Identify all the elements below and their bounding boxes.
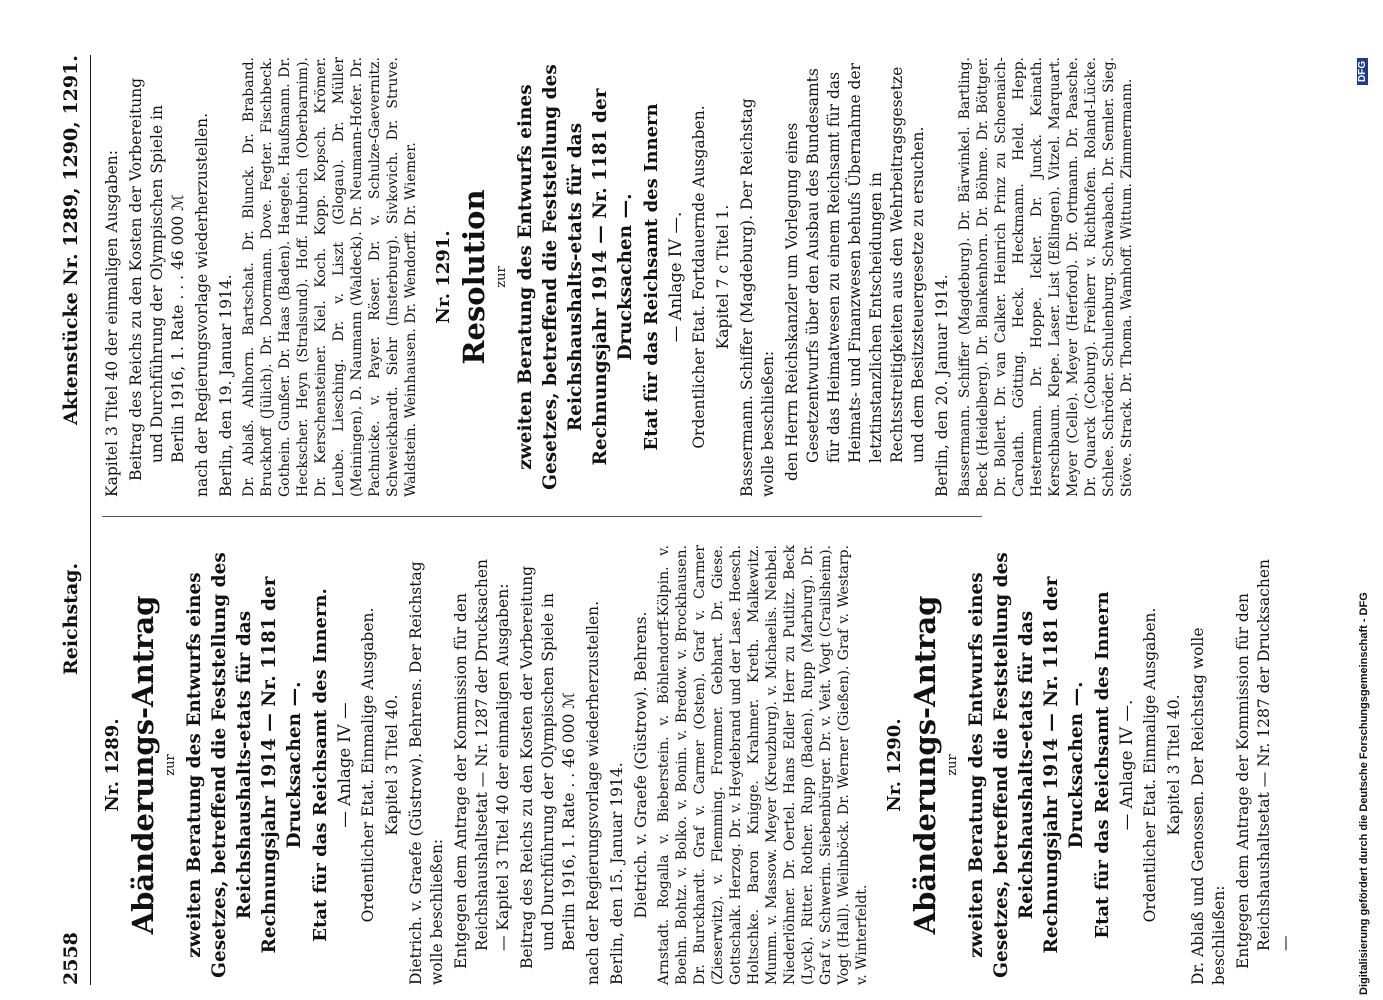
- digitization-notice: [1355, 5, 1377, 995]
- motion-intro: Bassermann. Schiffer (Magdeburg). Der Reichstag wolle beschließen:: [738, 98, 777, 497]
- document-1290: [884, 545, 1296, 985]
- kapitel: Kapitel 3 Titel 40.: [383, 694, 401, 836]
- motion-continuation: Kapitel 3 Titel 40 der einmaligen Ausgaben:: [103, 149, 121, 497]
- doc-zur: zur: [945, 754, 960, 776]
- doc-date: Berlin, den 20. Januar 1914.: [933, 274, 951, 497]
- motion-intro: Dr. Ablaß und Genossen. Der Reichstag wolle beschließen:: [1189, 627, 1228, 985]
- doc-date: Berlin, den 15. Januar 1914.: [608, 762, 626, 985]
- document-1289: [102, 545, 871, 985]
- doc-subject: zweiten Beratung des Entwurfs eines Gesetzes, betreffend die Feststellung des Reichshaushalts-etats für das Rechnungsjahr 1914 — Nr. 1181 der Drucksachen —.: [184, 552, 305, 978]
- motion-intro: Dietrich. v. Graefe (Güstrow). Behrens. Der Reichstag wolle beschließen:: [407, 561, 446, 985]
- page-number: 2558: [60, 932, 82, 985]
- doc-heading: Resolution: [457, 189, 491, 365]
- anlage: — Anlage IV —.: [1117, 699, 1136, 831]
- dfg-logo: DFG: [1357, 58, 1368, 85]
- ausgaben: Ordentlicher Etat. Einmalige Ausgaben.: [359, 607, 377, 923]
- page-header: [50, 55, 91, 985]
- digitization-text: Digitalisierung gefördert durch die Deutsche Forschungsgemeinschaft - DFG: [1358, 592, 1370, 995]
- doc-date: Berlin, den 19. Januar 1914.: [217, 274, 235, 497]
- column-divider: [102, 516, 982, 517]
- doc-subject: zweiten Beratung des Entwurfs eines Gesetzes, betreffend die Feststellung des Reichshaushalts-etats für das Rechnungsjahr 1914 — Nr. 1181 der Drucksachen —.: [966, 552, 1087, 978]
- cosigners: Bassermann. Schiffer (Magdeburg). Dr. Bärwinkel. Bartling. Beck (Heidelberg). Dr. Blankenhorn. Dr. Böhme. Dr. Böttger. Dr. Bollert. Dr. van Calker. Heinrich Prinz zu Schoenaich-Carolath. Götting. Heck. Heckmann. Held. Hepp. Hestermann. Dr. Hoppe. Ickler. Dr. Junck. Keinath. Kerschbaum. Klepe. Laser. List (Eßlingen). Vitzel. Marquart. Meyer (Celle). Meyer (Herford). Dr. Ortmann. Dr. Paasche. Dr. Quarck (Coburg). Freiherr v. Richthofen. Roland-Lücke. Schlee. Schröder. Schulenburg. Schwabach. Dr. Semler. Sieg. Stöve. Strack. Dr. Thoma. Wamhoff. Wittum. Zimmermann.: [957, 57, 1135, 497]
- motion-text: Entgegen dem Antrage der Kommission für den Reichshaushaltsetat — Nr. 1287 der Drucksachen —: [1234, 558, 1294, 969]
- etat-title: Etat für das Reichsamt des Innern: [1092, 591, 1113, 939]
- budget-item: Beitrag des Reichs zu den Kosten der Vorbereitung und Durchführung der Olympischen Spiele in Berlin 1916, 1. Rate . . . 46 000 ℳ: [127, 77, 187, 481]
- header-title: Reichstag.: [60, 562, 82, 675]
- motion-closing: nach der Regierungsvorlage wiederherzustellen.: [584, 600, 602, 985]
- doc-heading: Abänderungs-Antrag: [908, 595, 942, 935]
- budget-item: Beitrag des Reichs zu den Kosten der Vorbereitung und Durchführung der Olympischen Spiele in Berlin 1916, 1. Rate . . 46 000 ℳ: [518, 565, 578, 969]
- anlage: — Anlage IV —.: [666, 211, 685, 343]
- etat-title: Etat für das Reichsamt des Innern: [641, 103, 662, 451]
- header-subtitle: Aktenstücke Nr. 1289, 1290, 1291.: [60, 55, 82, 425]
- kapitel: Kapitel 3 Titel 40.: [1165, 694, 1183, 836]
- cosigners: Arnstadt. Rogalla v. Bieberstein. v. Böhlendorff-Kölpin. v. Boehn. Bohtz. v. Bolko. v. Bonin. v. Bredow. v. Brockhausen. Dr. Burckhardt. Graf v. Carmer (Osten). Graf v. Carmer (Zieserwitz). v. Flemming. Frommer. Gebhart. Dr. Giese. Gottschalk. Herzog. Dr. v. Heydebrand und der Lase. Hoesch. Holtschke. Baron Knigge. Krahmer. Kreth. Malkewitz. Mumm. v. Massow. Meyer (Kreuzburg). v. Michaelis. Nehbel. Niederlöhner. Dr. Oertel. Hans Edler Herr zu Putlitz. Beck (Lyck). Ritter. Rother. Rupp (Baden). Rupp (Marburg). Dr. Graf v. Schwerin. Siebenbürger. Dr. v. Veit. Vogt (Crailsheim). Vogt (Hall). Weilnböck. Dr. Werner (Gießen). Graf v. Westarp. v. Winterfeldt.: [656, 545, 870, 985]
- ausgaben: Ordentlicher Etat. Fortdauernde Ausgaben.: [690, 105, 708, 449]
- doc-zur: zur: [494, 266, 509, 288]
- document-1290-continued: [102, 57, 420, 497]
- motion-closing: nach der Regierungsvorlage wiederherzustellen.: [193, 112, 211, 497]
- doc-number: Nr. 1291.: [433, 230, 454, 324]
- etat-title: Etat für das Reichsamt des Innern.: [310, 588, 331, 942]
- left-column: [102, 545, 1340, 985]
- doc-heading: Abänderungs-Antrag: [126, 595, 160, 935]
- cosigners: Dr. Ablaß. Ahlhorn. Bartschat. Dr. Blunck. Dr. Braband. Bruckhoff (Jülich). Dr. Doormann. Dove. Fegter. Fischbeck. Gothein. Gunßer. Dr. Haas (Baden). Haegele. Haußmann. Dr. Heckscher. Heyn (Stralsund). Hoff. Hubrich (Oberbarnim). Dr. Kerschensteiner. Kiel. Koch. Kopp. Kopsch. Krömer. Leube. Liesching. Dr. v. Liszt (Glogau). Dr. Müller (Meiningen). D. Naumann (Waldeck). Dr. Neumann-Hofer. Dr. Pachnicke. v. Payer. Röser. Dr. v. Schulze-Gaevernitz. Schweickhardt. Siehr (Insterburg). Sivkovich. Dr. Struve. Waldstein. Weinhausen. Dr. Wendorff. Dr. Wiemer.: [241, 57, 419, 497]
- rotated-page-content: [50, 55, 1340, 985]
- motion-text: den Herrn Reichskanzler um Vorlegung eines Gesetzentwurfs über den Ausbau des Bundesamts für das Heimatwesen zu einem Reichsamt für das Heimats- und Finanzwesen behufs Übernahme der letztinstanzlichen Entscheidungen in Rechtsstreitigkeiten aus den Wehrbeitragsgesetze und dem Besitzsteuergesetze zu ersuchen.: [783, 62, 927, 481]
- doc-zur: zur: [163, 754, 178, 776]
- ausgaben: Ordentlicher Etat. Einmalige Ausgaben.: [1141, 607, 1159, 923]
- doc-number: Nr. 1290.: [884, 718, 905, 812]
- document-1291: [433, 57, 1136, 497]
- anlage: — Anlage IV —: [335, 702, 354, 828]
- kapitel: Kapitel 7 c Titel 1.: [714, 204, 732, 350]
- motion-text: Entgegen dem Antrage der Kommission für den Reichshaushaltsetat — Nr. 1287 der Drucksachen — Kapitel 3 Titel 40 der einmaligen Ausgaben:: [452, 558, 512, 969]
- doc-subject: zweiten Beratung des Entwurfs eines Gesetzes, betreffend die Feststellung des Reichshaushalts-etats für das Rechnungsjahr 1914 — Nr. 1181 der Drucksachen —.: [515, 64, 636, 490]
- signers: Dietrich. v. Graefe (Güstrow). Behrens.: [632, 611, 650, 919]
- doc-number: Nr. 1289.: [102, 718, 123, 812]
- right-column: [102, 57, 1340, 497]
